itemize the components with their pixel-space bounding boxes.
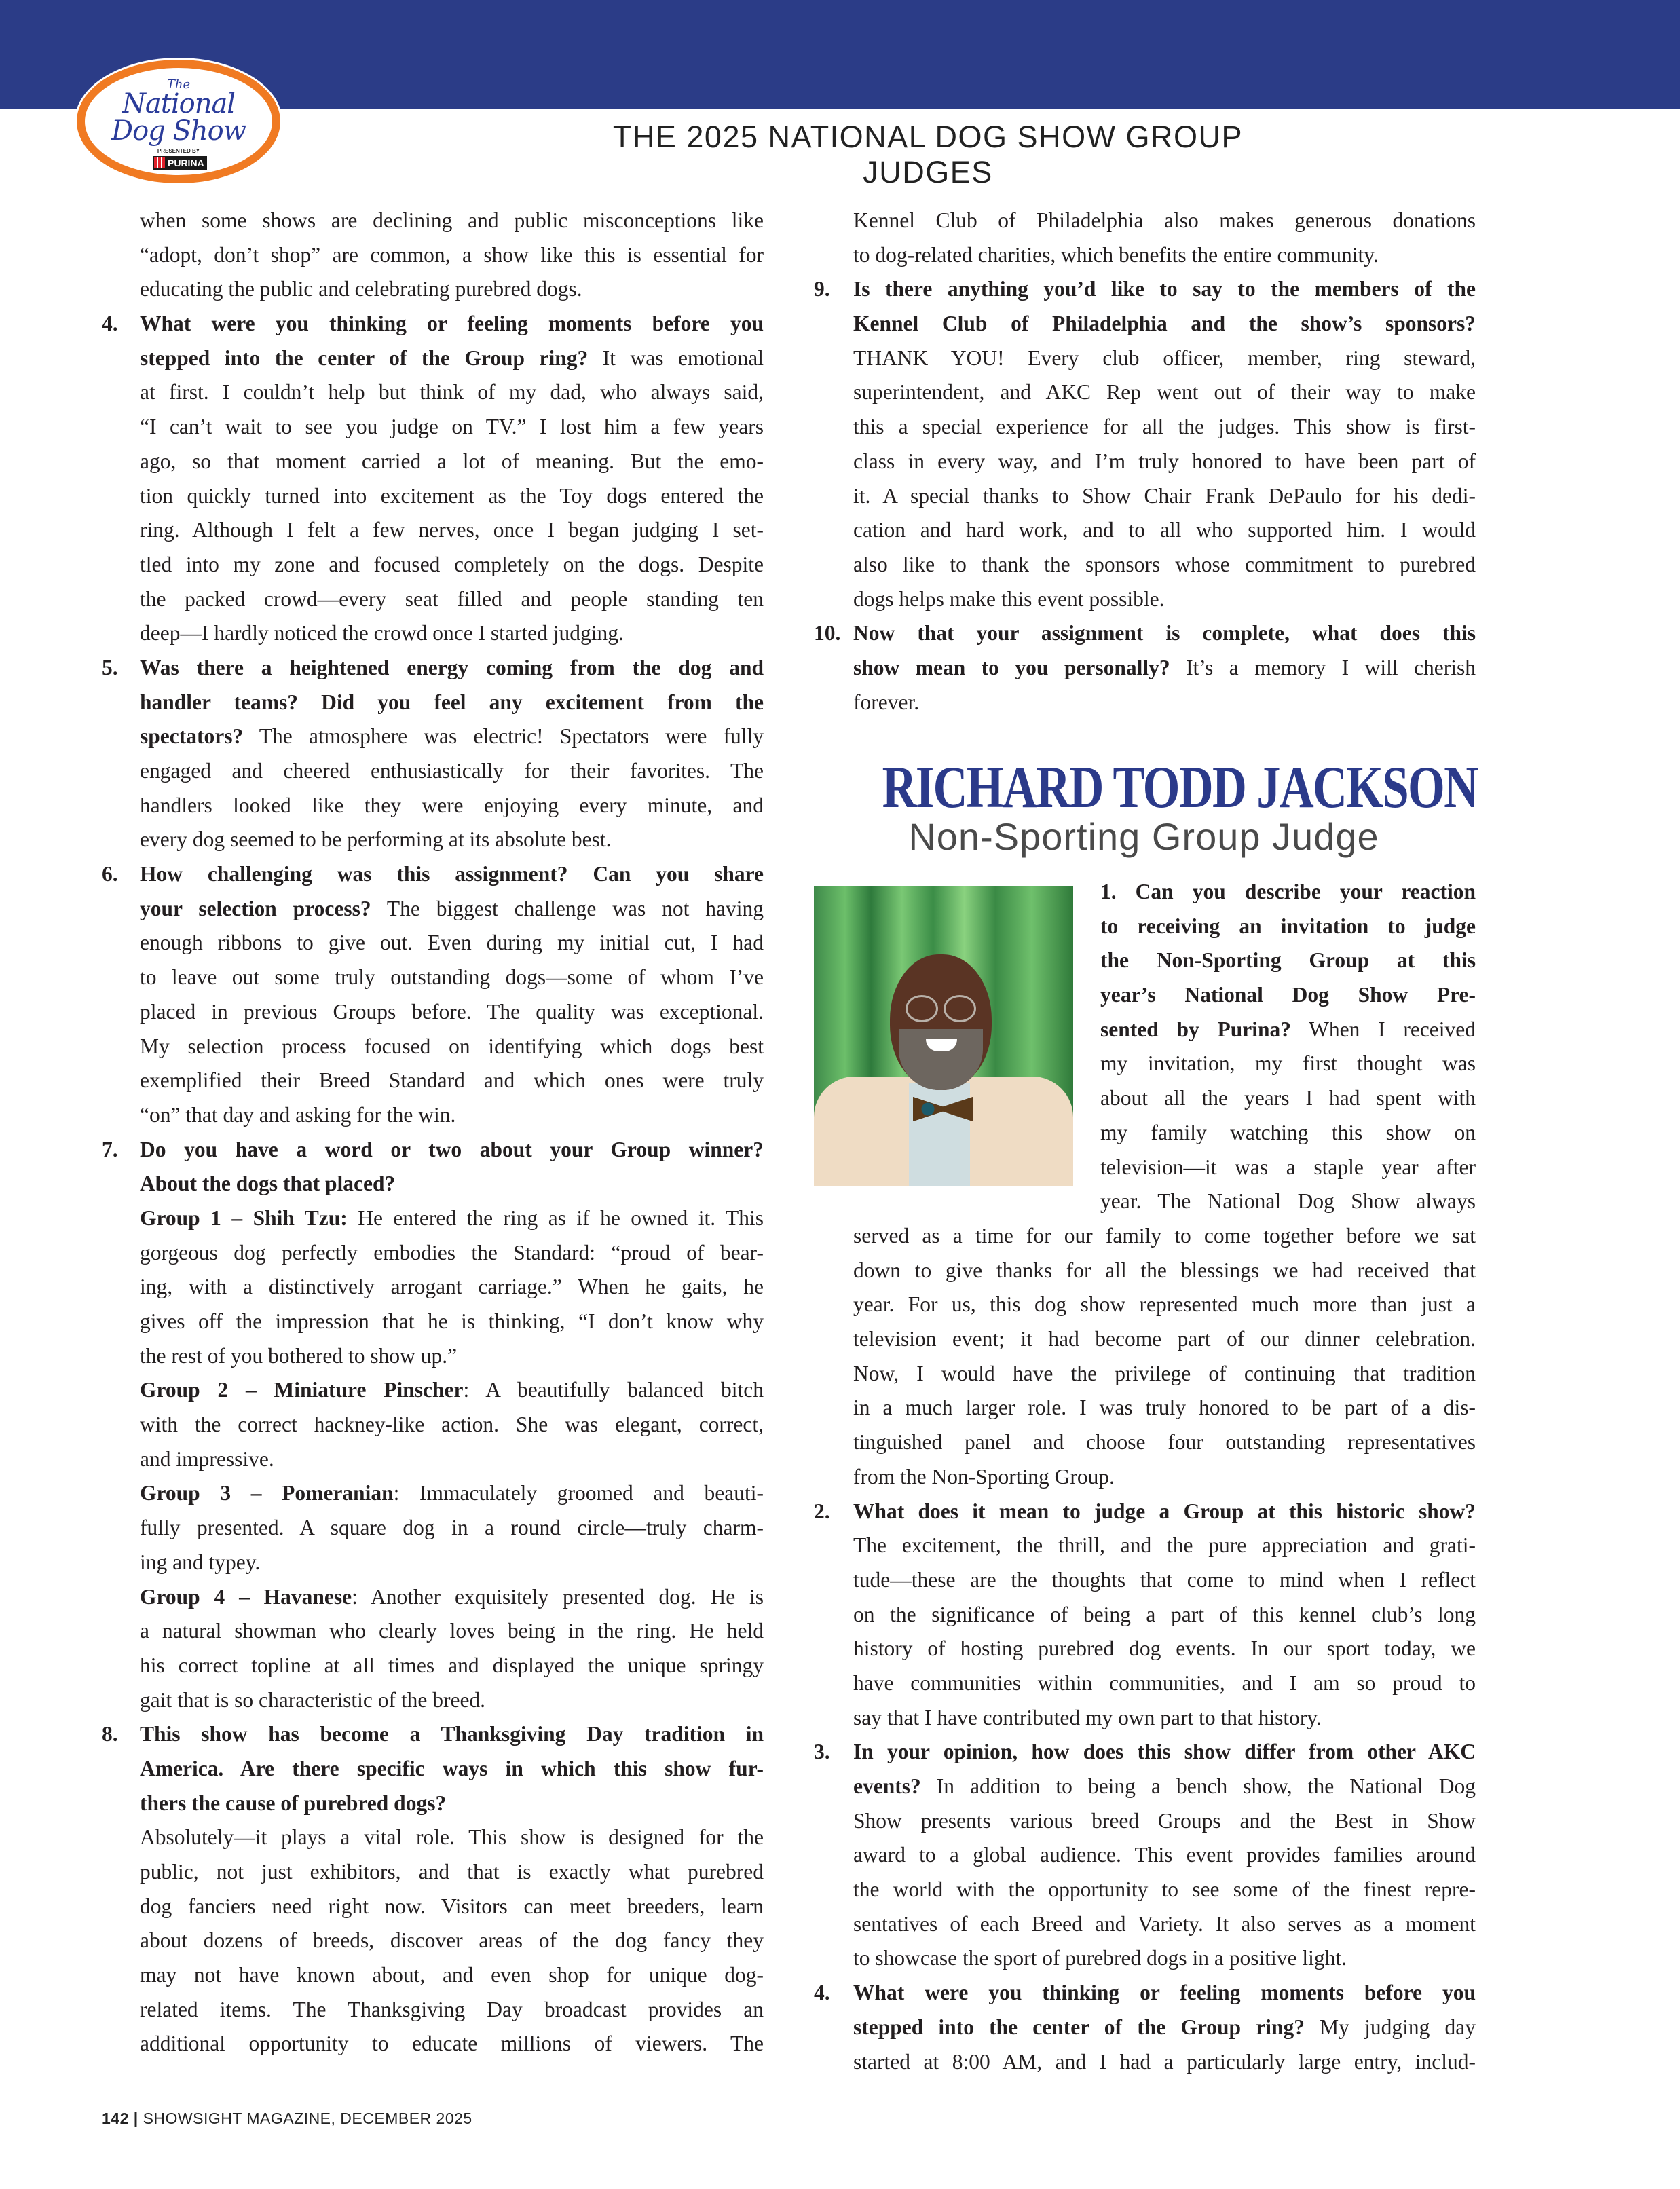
answer-text: about all the years I had spent with [1100, 1086, 1476, 1110]
question-text: year’s National Dog Show Pre- [1100, 983, 1476, 1007]
question-text: 1. Can you describe your reaction [1100, 880, 1476, 903]
question-text: Was there a heightened energy coming from the dog and [140, 655, 764, 679]
text-line [1100, 1184, 1476, 1219]
text-line [140, 1683, 764, 1718]
national-dog-show-logo [77, 60, 280, 183]
question-text: events? [853, 1774, 921, 1798]
answer-text: ing, with a distinctively arrogant carriage.” When he gaits, he [140, 1275, 764, 1299]
answer-text: : Another exquisitely presented dog. He is [352, 1584, 764, 1609]
answer-text: gives off the impression that he is thinking, “I don’t know why [140, 1309, 764, 1333]
answer-text: It’s a memory I will cherish [1170, 655, 1476, 679]
text-line [853, 375, 1476, 410]
text-line [140, 823, 764, 857]
answer-text: on the significance of being a part of this kennel club’s long [853, 1602, 1476, 1626]
text-line [853, 204, 1476, 238]
question-text: Group 1 – Shih Tzu: [140, 1205, 348, 1230]
text-line [853, 445, 1476, 479]
text-line [140, 1442, 764, 1477]
answer-text: forever. [853, 690, 920, 714]
answer-text: My judging day [1304, 2015, 1476, 2039]
text-line [853, 686, 1476, 720]
answer-text: “adopt, don’t shop” are common, a show like this is essential for [140, 242, 764, 267]
answer-text: gorgeous dog perfectly embodies the Standard: “proud of bear- [140, 1240, 764, 1265]
text-line [814, 1495, 1476, 1529]
text-line [140, 719, 764, 754]
question-text: What were you thinking or feeling moments before you [853, 1981, 1476, 2005]
text-line [853, 1598, 1476, 1632]
answer-text: tion quickly turned into excitement as the Toy dogs entered the [140, 483, 764, 508]
text-line [140, 1958, 764, 1993]
question-text: show mean to you personally? [853, 655, 1170, 679]
question-number: 6. [102, 862, 118, 886]
text-line [853, 1941, 1476, 1976]
answer-text: gait that is so characteristic of the breed. [140, 1687, 486, 1712]
text-line [140, 1820, 764, 1855]
question-number: 10. [814, 621, 841, 646]
answer-text: it. A special thanks to Show Chair Frank DePaulo for his dedi- [853, 483, 1476, 508]
question-text: Now that your assignment is complete, what does this [853, 621, 1476, 646]
text-line [140, 272, 764, 307]
text-line [140, 1476, 764, 1511]
answer-text: public, not just exhibitors, and that is exactly what purebred [140, 1860, 764, 1884]
answer-text: cation and hard work, and to all who supported him. I would [853, 518, 1476, 542]
answer-text: my invitation, my first thought was [1100, 1051, 1476, 1076]
text-line [140, 1614, 764, 1649]
text-line [853, 548, 1476, 582]
question-text: the Non-Sporting Group at this [1100, 948, 1476, 973]
text-line [140, 513, 764, 548]
text-line [140, 1305, 764, 1339]
answer-text: He entered the ring as if he owned it. This [347, 1205, 764, 1230]
text-line [140, 1373, 764, 1408]
text-line [140, 410, 764, 445]
text-line [853, 1666, 1476, 1701]
answer-text: tude—these are the thoughts that come to mind when I reflect [853, 1567, 1476, 1592]
text-line [853, 1357, 1476, 1391]
text-line [140, 479, 764, 514]
text-line [140, 1786, 764, 1821]
text-line [140, 341, 764, 376]
answer-text: Now, I would have the privilege of continuing that tradition [853, 1361, 1476, 1385]
text-line [853, 2045, 1476, 2080]
answer-text: award to a global audience. This event provides families around [853, 1843, 1476, 1867]
text-line [140, 1339, 764, 1374]
answer-text: handlers looked like they were enjoying every minute, and [140, 793, 764, 817]
answer-text: enough ribbons to give out. Even during my initial cut, I had [140, 931, 764, 955]
text-line [140, 1890, 764, 1924]
text-line [853, 1288, 1476, 1322]
logo-the: The [166, 77, 191, 92]
text-line [140, 892, 764, 927]
answer-text: every dog seemed to be performing at its absolute best. [140, 827, 612, 852]
question-number: 7. [102, 1137, 118, 1161]
text-line [140, 1511, 764, 1546]
logo-national: National [122, 88, 236, 119]
answer-text: : Immaculately groomed and beauti- [393, 1481, 764, 1505]
text-line [853, 341, 1476, 376]
text-line [853, 582, 1476, 617]
text-line [140, 1752, 764, 1786]
question-text: What does it mean to judge a Group at this historic show? [853, 1499, 1476, 1523]
answer-text: additional opportunity to educate millions of viewers. The [140, 2032, 764, 2056]
answer-text: have communities within communities, and I am so proud to [853, 1670, 1476, 1695]
answer-text: to dog-related charities, which benefits the entire community. [853, 242, 1379, 267]
text-line [140, 1580, 764, 1615]
answer-text: deep—I hardly noticed the crowd once I started judging. [140, 621, 624, 646]
answer-text: tled into my zone and focused completely on the dogs. Despite [140, 552, 764, 576]
answer-text: television event; it had become part of our dinner celebration. [853, 1327, 1476, 1351]
text-line [140, 548, 764, 582]
judge-role-subtitle: Non-Sporting Group Judge [908, 815, 1379, 858]
right-column-bottom [814, 1219, 1476, 2079]
answer-text: started at 8:00 AM, and I had a particularly large entry, includ- [853, 2049, 1476, 2074]
text-line [853, 307, 1476, 341]
answer-text: served as a time for our family to come together before we sat [853, 1224, 1476, 1248]
answer-text: may not have known about, and even shop for unique dog- [140, 1963, 764, 1987]
text-line [853, 651, 1476, 686]
publication-name: SHOWSIGHT MAGAZINE, DECEMBER 2025 [143, 2110, 472, 2127]
text-line [853, 1563, 1476, 1598]
judge-name-heading [808, 753, 1480, 822]
text-line [140, 789, 764, 823]
logo-dog-show: Dog Show [111, 115, 246, 147]
answer-text: the rest of you bothered to show up.” [140, 1343, 458, 1368]
question-text: stepped into the center of the Group ring? [853, 2015, 1305, 2039]
text-line [140, 1030, 764, 1064]
text-line [1100, 1150, 1476, 1185]
text-line [140, 1270, 764, 1305]
answer-text: THANK YOU! Every club officer, member, ring steward, [853, 345, 1476, 370]
text-line [140, 375, 764, 410]
answer-text: his correct topline at all times and displayed the unique springy [140, 1653, 764, 1677]
text-line [140, 686, 764, 720]
text-line [140, 1993, 764, 2027]
text-line [1100, 1047, 1476, 1081]
text-line [140, 1098, 764, 1133]
answer-text: class in every way, and I’m truly honored to have been part of [853, 449, 1476, 473]
answer-text: My selection process focused on identifying which dogs best [140, 1034, 764, 1058]
text-line [853, 1391, 1476, 1425]
question-number: 4. [814, 1981, 830, 2005]
answer-text: from the Non-Sporting Group. [853, 1464, 1115, 1489]
question-text: stepped into the center of the Group ring? [140, 345, 589, 370]
right-column-beside-photo [1100, 875, 1476, 1219]
answer-text: “I can’t wait to see you judge on TV.” I lost him a few years [140, 415, 764, 439]
text-line [853, 1254, 1476, 1288]
answer-text: educating the public and celebrating purebred dogs. [140, 277, 582, 301]
question-text: Do you have a word or two about your Group winner? [140, 1137, 764, 1161]
text-line [1100, 875, 1476, 910]
text-line [140, 1924, 764, 1958]
text-line [853, 1838, 1476, 1873]
text-line [102, 307, 764, 341]
text-line [853, 1460, 1476, 1495]
answer-text: ring. Although I felt a few nerves, once I began judging I set- [140, 518, 764, 542]
answer-text: tinguished panel and choose four outstanding representatives [853, 1430, 1476, 1455]
text-line [140, 582, 764, 617]
question-text: Group 4 – Havanese [140, 1584, 352, 1609]
question-text: spectators? [140, 724, 244, 749]
answer-text: at first. I couldn’t help but think of my dad, who always said, [140, 380, 764, 405]
text-line [140, 204, 764, 238]
text-line [853, 479, 1476, 514]
text-line [140, 445, 764, 479]
page-section-title: THE 2025 NATIONAL DOG SHOW GROUP JUDGES [612, 119, 1244, 189]
answer-text: The atmosphere was electric! Spectators were fully [243, 724, 764, 749]
question-number: 9. [814, 277, 830, 301]
text-line [140, 1064, 764, 1098]
text-line [814, 616, 1476, 651]
question-number: 8. [102, 1722, 118, 1746]
question-text: Group 2 – Miniature Pinscher [140, 1378, 464, 1402]
text-line [140, 238, 764, 273]
answer-text: Kennel Club of Philadelphia also makes generous donations [853, 208, 1476, 232]
question-text: About the dogs that placed? [140, 1172, 396, 1196]
text-line [853, 1425, 1476, 1460]
answer-text: the packed crowd—every seat filled and people standing ten [140, 586, 764, 611]
text-line [1100, 943, 1476, 978]
answer-text: In addition to being a bench show, the National Dog [920, 1774, 1476, 1798]
answer-text: when some shows are declining and public misconceptions like [140, 208, 764, 232]
text-line [140, 1201, 764, 1236]
text-line [102, 857, 764, 892]
text-line [853, 1907, 1476, 1942]
answer-text: the world with the opportunity to see some of the finest repre- [853, 1877, 1476, 1902]
answer-text: with the correct hackney-like action. She was elegant, correct, [140, 1412, 764, 1437]
question-text: America. Are there specific ways in which this show fur- [140, 1756, 764, 1780]
answer-text: history of hosting purebred dog events. In our sport today, we [853, 1636, 1476, 1661]
question-number: 4. [102, 312, 118, 336]
text-line [853, 238, 1476, 273]
answer-text: ago, so that moment carried a lot of meaning. But the emo- [140, 449, 764, 473]
text-line [140, 960, 764, 995]
answer-text: placed in previous Groups before. The quality was exceptional. [140, 999, 764, 1024]
text-line [140, 1546, 764, 1580]
footer-separator: | [133, 2110, 138, 2127]
question-text: to receiving an invitation to judge [1100, 914, 1476, 938]
text-line [853, 2010, 1476, 2045]
page-footer [102, 2110, 472, 2128]
question-text: How challenging was this assignment? Can you share [140, 862, 764, 886]
answer-text: dog fanciers need right now. Visitors can meet breeders, learn [140, 1894, 764, 1918]
answer-text: related items. The Thanksgiving Day broadcast provides an [140, 1997, 764, 2021]
answer-text: “on” that day and asking for the win. [140, 1102, 456, 1127]
answer-text: The biggest challenge was not having [371, 896, 764, 920]
answer-text: to leave out some truly outstanding dogs—some of whom I’ve [140, 965, 764, 990]
text-line [853, 410, 1476, 445]
text-line [140, 995, 764, 1030]
answer-text: engaged and cheered enthusiastically for their favorites. The [140, 759, 764, 783]
text-line [140, 926, 764, 960]
question-text: thers the cause of purebred dogs? [140, 1791, 447, 1815]
answer-text: also like to thank the sponsors whose commitment to purebred [853, 552, 1476, 576]
answer-text: a natural showman who clearly loves being in the ring. He held [140, 1619, 764, 1643]
answer-text: Show presents various breed Groups and the Best in Show [853, 1808, 1476, 1833]
judge-portrait-photo [814, 886, 1073, 1186]
question-text: In your opinion, how does this show differ from other AKC [853, 1740, 1476, 1764]
question-text: Group 3 – Pomeranian [140, 1481, 394, 1505]
text-line [853, 1219, 1476, 1254]
text-line [102, 1717, 764, 1752]
question-number: 5. [102, 655, 118, 679]
text-line [853, 1701, 1476, 1736]
question-text: Kennel Club of Philadelphia and the show’s sponsors? [853, 312, 1476, 336]
text-line [140, 754, 764, 789]
photo-glasses [906, 995, 976, 1019]
text-line [1100, 978, 1476, 1013]
text-line [853, 1804, 1476, 1839]
answer-text: down to give thanks for all the blessings we had received that [853, 1258, 1476, 1282]
question-text: This show has become a Thanksgiving Day tradition in [140, 1722, 764, 1746]
text-line [853, 513, 1476, 548]
answer-text: year. For us, this dog show represented much more than just a [853, 1292, 1476, 1317]
question-text: handler teams? Did you feel any excitement from the [140, 690, 764, 714]
text-line [1100, 1081, 1476, 1116]
answer-text: It was emotional [588, 345, 764, 370]
answer-text: say that I have contributed my own part to that history. [853, 1705, 1322, 1729]
answer-text: ing and typey. [140, 1550, 261, 1574]
answer-text: in a much larger role. I was truly honored to be part of a dis- [853, 1396, 1476, 1420]
answer-text: When I received [1291, 1017, 1476, 1041]
page-number: 142 [102, 2110, 129, 2127]
question-text: sented by Purina? [1100, 1017, 1291, 1041]
question-number: 3. [814, 1740, 830, 1764]
text-line [140, 1408, 764, 1442]
question-text: Is there anything you’d like to say to the members of the [853, 277, 1476, 301]
text-line [853, 1322, 1476, 1357]
answer-text: sentatives of each Breed and Variety. It also serves as a moment [853, 1911, 1476, 1936]
text-line [853, 1529, 1476, 1563]
text-line [140, 1167, 764, 1201]
answer-text: dogs helps make this event possible. [853, 586, 1165, 611]
text-line [1100, 1013, 1476, 1047]
question-text: What were you thinking or feeling moments before you [140, 312, 764, 336]
question-number: 2. [814, 1499, 830, 1523]
text-line [853, 1873, 1476, 1907]
left-column [102, 204, 764, 2061]
answer-text: to showcase the sport of purebred dogs in a positive light. [853, 1946, 1347, 1970]
logo-presented-by: PRESENTED BY [157, 148, 200, 154]
text-line [102, 651, 764, 686]
text-line [140, 1236, 764, 1271]
text-line [814, 1735, 1476, 1770]
answer-text: television—it was a staple year after [1100, 1155, 1476, 1179]
answer-text: and impressive. [140, 1446, 274, 1471]
answer-text: Absolutely—it plays a vital role. This show is designed for the [140, 1825, 764, 1850]
question-text: your selection process? [140, 896, 371, 920]
right-column-top [814, 204, 1476, 719]
judge-name: RICHARD TODD JACKSON [882, 755, 1478, 821]
answer-text: about dozens of breeds, discover areas of the dog fancy they [140, 1928, 764, 1953]
text-line [853, 1770, 1476, 1804]
text-line [814, 272, 1476, 307]
text-line [814, 1976, 1476, 2010]
text-line [853, 1632, 1476, 1666]
text-line [1100, 910, 1476, 944]
text-line [140, 2027, 764, 2061]
text-line [140, 1649, 764, 1683]
answer-text: year. The National Dog Show always [1100, 1189, 1476, 1214]
answer-text: exemplified their Breed Standard and which ones were truly [140, 1068, 764, 1093]
answer-text: fully presented. A square dog in a round circle—truly charm- [140, 1516, 764, 1540]
answer-text: The excitement, the thrill, and the pure appreciation and grati- [853, 1533, 1476, 1558]
answer-text: superintendent, and AKC Rep went out of their way to make [853, 380, 1476, 405]
text-line [1100, 1116, 1476, 1150]
text-line [140, 616, 764, 651]
purina-logo: PURINA [153, 156, 207, 170]
text-line [102, 1133, 764, 1167]
text-line [140, 1855, 764, 1890]
answer-text: my family watching this show on [1100, 1120, 1476, 1144]
answer-text: : A beautifully balanced bitch [463, 1378, 764, 1402]
answer-text: this a special experience for all the judges. This show is first- [853, 415, 1476, 439]
